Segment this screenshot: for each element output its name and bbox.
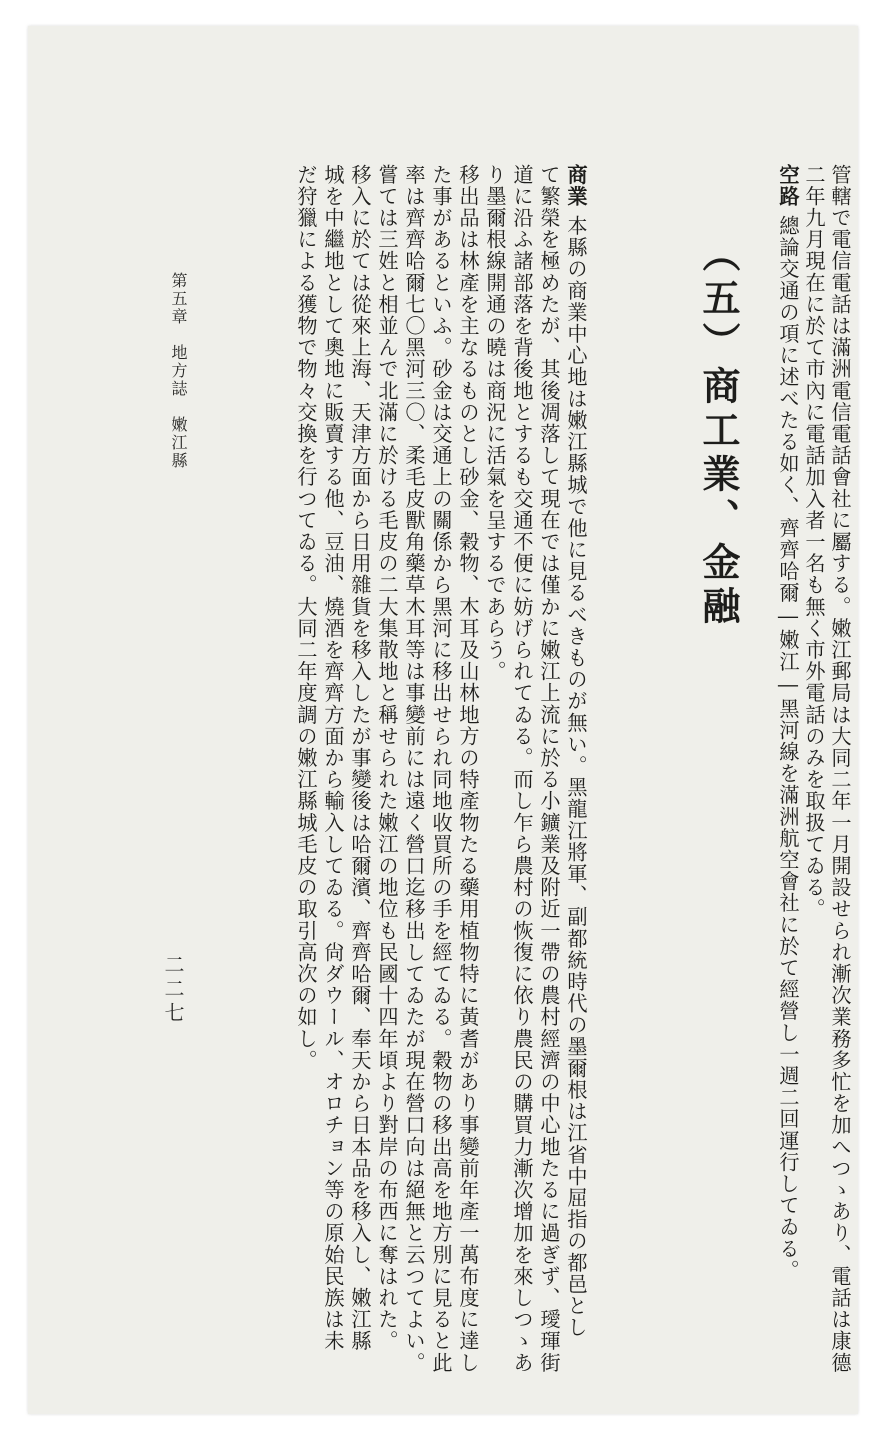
- text-line-14: だ狩獵による獲物で物々交換を行つてゐる。大同二年度調の嫩江縣城毛皮の取引高次の如し。: [294, 164, 318, 1072]
- commerce-label: 商業: [564, 164, 588, 208]
- text-line-6: 道に沿ふ諸部落を背後地とするも交通不便に妨げられてゐる。而し乍ら農村の恢復に依り農民の購買力漸次增加を來しつゝあ: [510, 164, 534, 1374]
- page-number: 二二七: [161, 954, 185, 1026]
- text-line-11: 嘗ては三姓と相並んで北滿に於ける毛皮の二大集散地と稱せられた嫩江の地位も民國十四年頃より對岸の布西に奪はれた。: [375, 164, 399, 1352]
- text-line-12: 移入に於ては從來上海、天津方面から日用雜貨を移入したが事變後は哈爾濱、齊齊哈爾、奉天から日本品を移入し、嫩江縣: [348, 164, 372, 1352]
- airway-label: 空路: [776, 164, 800, 208]
- running-head: 第五章 地方誌 嫩江縣: [169, 272, 188, 470]
- text-line-3: [778, 164, 798, 1281]
- section-heading: （五）商工業、金融: [696, 234, 741, 630]
- text-line-1: 管轄で電信電話は滿洲電信電話會社に屬する。嫩江郵局は大同二年一月開設せられ漸次業務多忙を加へつゝあり、電話は康德: [828, 164, 852, 1374]
- text-line-9: た事があるといふ。砂金は交通上の關係から黑河に移出せられ同地收買所の手を經てゐる。穀物の移出高を地方別に見ると此: [429, 164, 453, 1374]
- text-line-2: 二年九月現在に於て市內に電話加入者一名も無く市外電話のみを取扱てゐる。: [802, 164, 826, 920]
- book-page: [28, 26, 858, 1414]
- text-line-4: [566, 164, 586, 1338]
- text-line-5: て繁榮を極めたが、其後凋落して現在では僅かに嫩江上流に於る小鑛業及附近一帶の農村經濟の中心地たるに過ぎず、璦琿街: [537, 164, 561, 1374]
- text-line-8: 移出品は林產を主なるものとし砂金、穀物、木耳及山林地方の特產物たる藥用植物特に黃耆があり事變前年產一萬布度に達し: [456, 164, 480, 1374]
- airway-text: 總論交通の項に述べたる如く、齊齊哈爾―嫩江―黑河線を滿洲航空會社に於て經營し一週二回運行してゐる。: [776, 215, 800, 1282]
- text-line-13: 城を中繼地として奧地に販賣する他、豆油、燒酒を齊齊方面から輸入してゐる。尙ダウール、オロチョン等の原始民族は未: [321, 164, 345, 1352]
- text-line-10: 率は齊齊哈爾七〇黑河三〇、柔毛皮獸角藥草木耳等は事變前には遠く營口迄移出してゐたが現在營口向は絕無と云つてよい。: [402, 164, 426, 1374]
- commerce-text: 本縣の商業中心地は嫩江縣城で他に見るべきものが無い。黑龍江將軍、副都統時代の墨爾根は江省中屈指の都邑とし: [564, 215, 588, 1339]
- text-line-7: り墨爾根線開通の曉は商況に活氣を呈するであらう。: [483, 164, 507, 683]
